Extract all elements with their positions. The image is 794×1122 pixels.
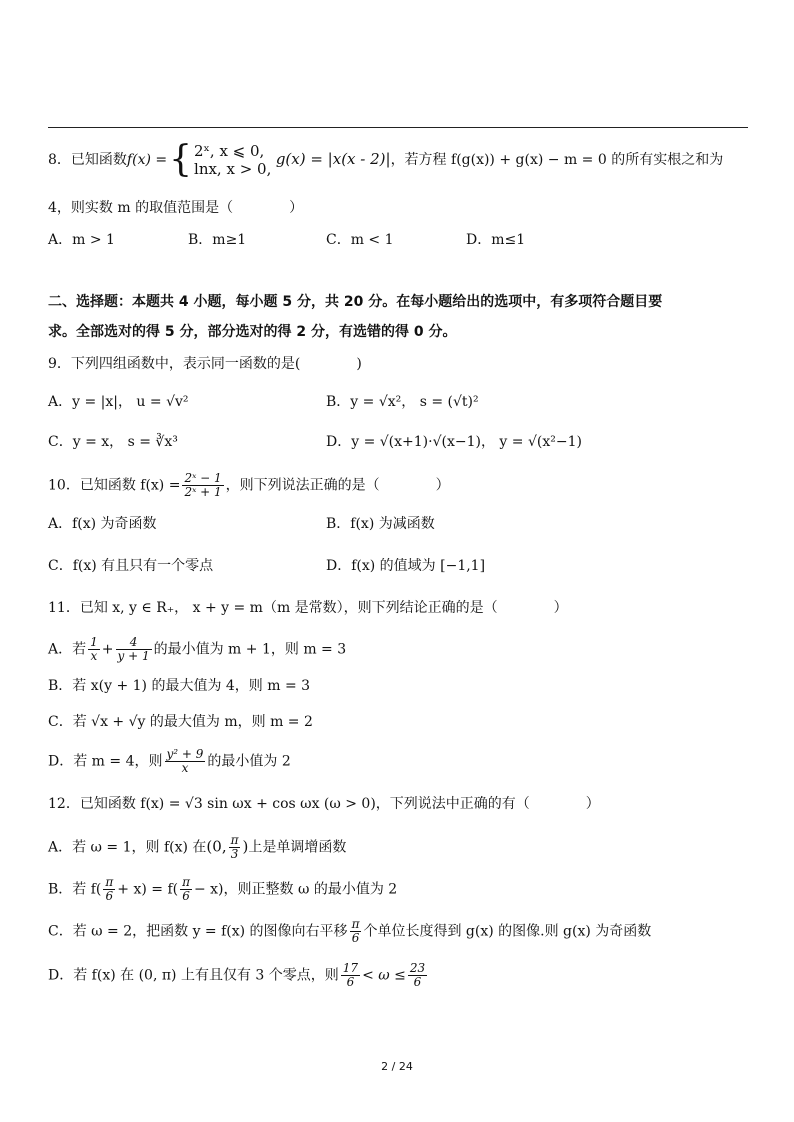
q12-a-frac-num: π — [230, 833, 239, 847]
q10-option-b: B．f(x) 为减函数 — [326, 516, 435, 532]
q11-a-plus: + — [101, 641, 114, 658]
q12-b-frac1-den: 6 — [105, 889, 114, 903]
q11-d-pre: D．若 m = 4，则 — [48, 753, 163, 770]
q12-c-post: 个单位长度得到 g(x) 的图像.则 g(x) 为奇函数 — [363, 923, 652, 940]
q8-rest: ，若方程 f(g(x)) + g(x) − m = 0 的所有实根之和为 — [390, 152, 724, 168]
q9-option-b: B．y = √x²， s = (√t)² — [326, 394, 479, 410]
q11-d-post: 的最小值为 2 — [207, 753, 291, 770]
q9-option-d: D．y = √(x+1)·√(x−1)， y = √(x²−1) — [326, 434, 582, 450]
q12-b-frac2-den: 6 — [182, 889, 190, 903]
q8-option-a: A．m > 1 — [48, 232, 115, 248]
q11-a-pre: A．若 — [48, 641, 87, 658]
q12-c-pre: C．若 ω = 2，把函数 y = f(x) 的图像向右平移 — [48, 923, 348, 940]
q12-c-frac-num: π — [351, 917, 360, 931]
q8-cases — [194, 142, 271, 178]
q11-a-frac2 — [116, 636, 152, 663]
q12-d-frac1-num: 17 — [342, 961, 359, 975]
q12-stem: 12．已知函数 f(x) = √3 sin ωx + cos ωx (ω > 0)，下列说法中正确的有（ ） — [48, 796, 600, 812]
q8-case1: 2ˣ, x ⩽ 0, — [194, 142, 265, 160]
q12-c-frac — [350, 918, 362, 945]
q8-option-c: C．m < 1 — [326, 232, 394, 248]
q12-d-pre: D．若 f(x) 在 (0, π) 上有且仅有 3 个零点，则 — [48, 967, 339, 984]
q10-frac-den: 2ˣ + 1 — [184, 485, 222, 499]
q11-a-frac1-num: 1 — [90, 635, 98, 649]
q11-a-frac2-num: 4 — [116, 636, 152, 650]
q8-option-b: B．m≥1 — [188, 232, 247, 248]
q10-option-d: D．f(x) 的值域为 [−1,1] — [326, 558, 486, 574]
q8-gx: g(x) = |x(x - 2)| — [275, 150, 391, 168]
q12-option-a — [48, 834, 346, 861]
q12-a-post: 上是单调增函数 — [248, 839, 347, 856]
q12-d-frac2-num: 23 — [409, 961, 426, 975]
q12-d-frac1 — [341, 962, 360, 989]
q10-fraction — [182, 472, 223, 499]
q8-stem — [48, 139, 724, 180]
q10-option-a: A．f(x) 为奇函数 — [48, 516, 157, 532]
q12-a-frac — [229, 834, 241, 861]
q11-a-post: 的最小值为 m + 1，则 m = 3 — [153, 641, 347, 658]
q12-option-c — [48, 918, 651, 945]
q8-fx-label: f(x) = — [126, 152, 168, 168]
q12-a-int-left: (0, — [206, 837, 227, 856]
q12-b-mid: + x) = f( — [117, 881, 179, 898]
q12-option-b — [48, 876, 397, 903]
q12-b-frac1 — [103, 876, 115, 903]
q8-case2: lnx, x > 0, — [194, 160, 272, 178]
q12-d-frac2 — [408, 962, 427, 989]
q8-line2: 4，则实数 m 的取值范围是（ ） — [48, 200, 304, 216]
q10-option-c: C．f(x) 有且只有一个零点 — [48, 558, 214, 574]
q12-b-frac1-num: π — [105, 875, 114, 889]
q8-option-d: D．m≤1 — [466, 232, 526, 248]
q11-d-frac-den: x — [181, 761, 189, 775]
q12-b-post: − x)，则正整数 ω 的最小值为 2 — [193, 881, 398, 898]
q10-stem-post: ，则下列说法正确的是（ ） — [225, 477, 450, 494]
q12-d-frac2-den: 6 — [413, 975, 422, 989]
q12-a-int-right: ) — [242, 837, 249, 856]
q11-d-frac-num: y² + 9 — [166, 747, 204, 761]
q11-a-frac1 — [88, 636, 100, 663]
q8-brace: { — [169, 139, 193, 180]
q10-stem-pre: 10．已知函数 f(x) = — [48, 477, 181, 494]
q12-d-mid: < ω ≤ — [362, 967, 406, 984]
q10-frac-num: 2ˣ − 1 — [184, 471, 222, 485]
q11-a-frac1-den: x — [90, 649, 98, 663]
q9-option-c: C．y = x， s = ∛x³ — [48, 434, 178, 450]
section2-line2: 求。全部选对的得 5 分，部分选对的得 2 分，有选错的得 0 分。 — [48, 324, 457, 340]
q12-b-frac2-num: π — [182, 875, 190, 889]
q12-option-d — [48, 962, 429, 989]
q8-intro: 8．已知函数 — [48, 152, 127, 168]
page-number: 2 / 24 — [381, 1060, 413, 1073]
header-rule — [48, 127, 748, 128]
q11-option-c: C．若 √x + √y 的最大值为 m，则 m = 2 — [48, 714, 313, 730]
q10-stem — [48, 472, 450, 499]
q11-option-b: B．若 x(y + 1) 的最大值为 4，则 m = 3 — [48, 678, 311, 694]
q12-a-pre: A．若 ω = 1，则 f(x) 在 — [48, 839, 207, 856]
q9-stem: 9．下列四组函数中，表示同一函数的是( ) — [48, 356, 362, 372]
q12-c-frac-den: 6 — [351, 931, 360, 945]
q11-option-a — [48, 636, 346, 663]
q11-option-d — [48, 748, 291, 775]
q11-d-frac — [165, 748, 206, 775]
q12-d-frac1-den: 6 — [346, 975, 355, 989]
q9-option-a: A．y = |x|， u = √v² — [48, 394, 189, 410]
q12-a-frac-den: 3 — [230, 847, 239, 861]
q12-b-frac2 — [180, 876, 192, 903]
q11-stem: 11．已知 x, y ∈ R₊， x + y = m（m 是常数），则下列结论正确的是（ ） — [48, 600, 568, 616]
section2-line1: 二、选择题：本题共 4 小题，每小题 5 分，共 20 分。在每小题给出的选项中，有多项符合题目要 — [48, 294, 663, 310]
q11-a-frac2-den: y + 1 — [117, 649, 150, 663]
q12-b-pre: B．若 f( — [48, 881, 102, 898]
